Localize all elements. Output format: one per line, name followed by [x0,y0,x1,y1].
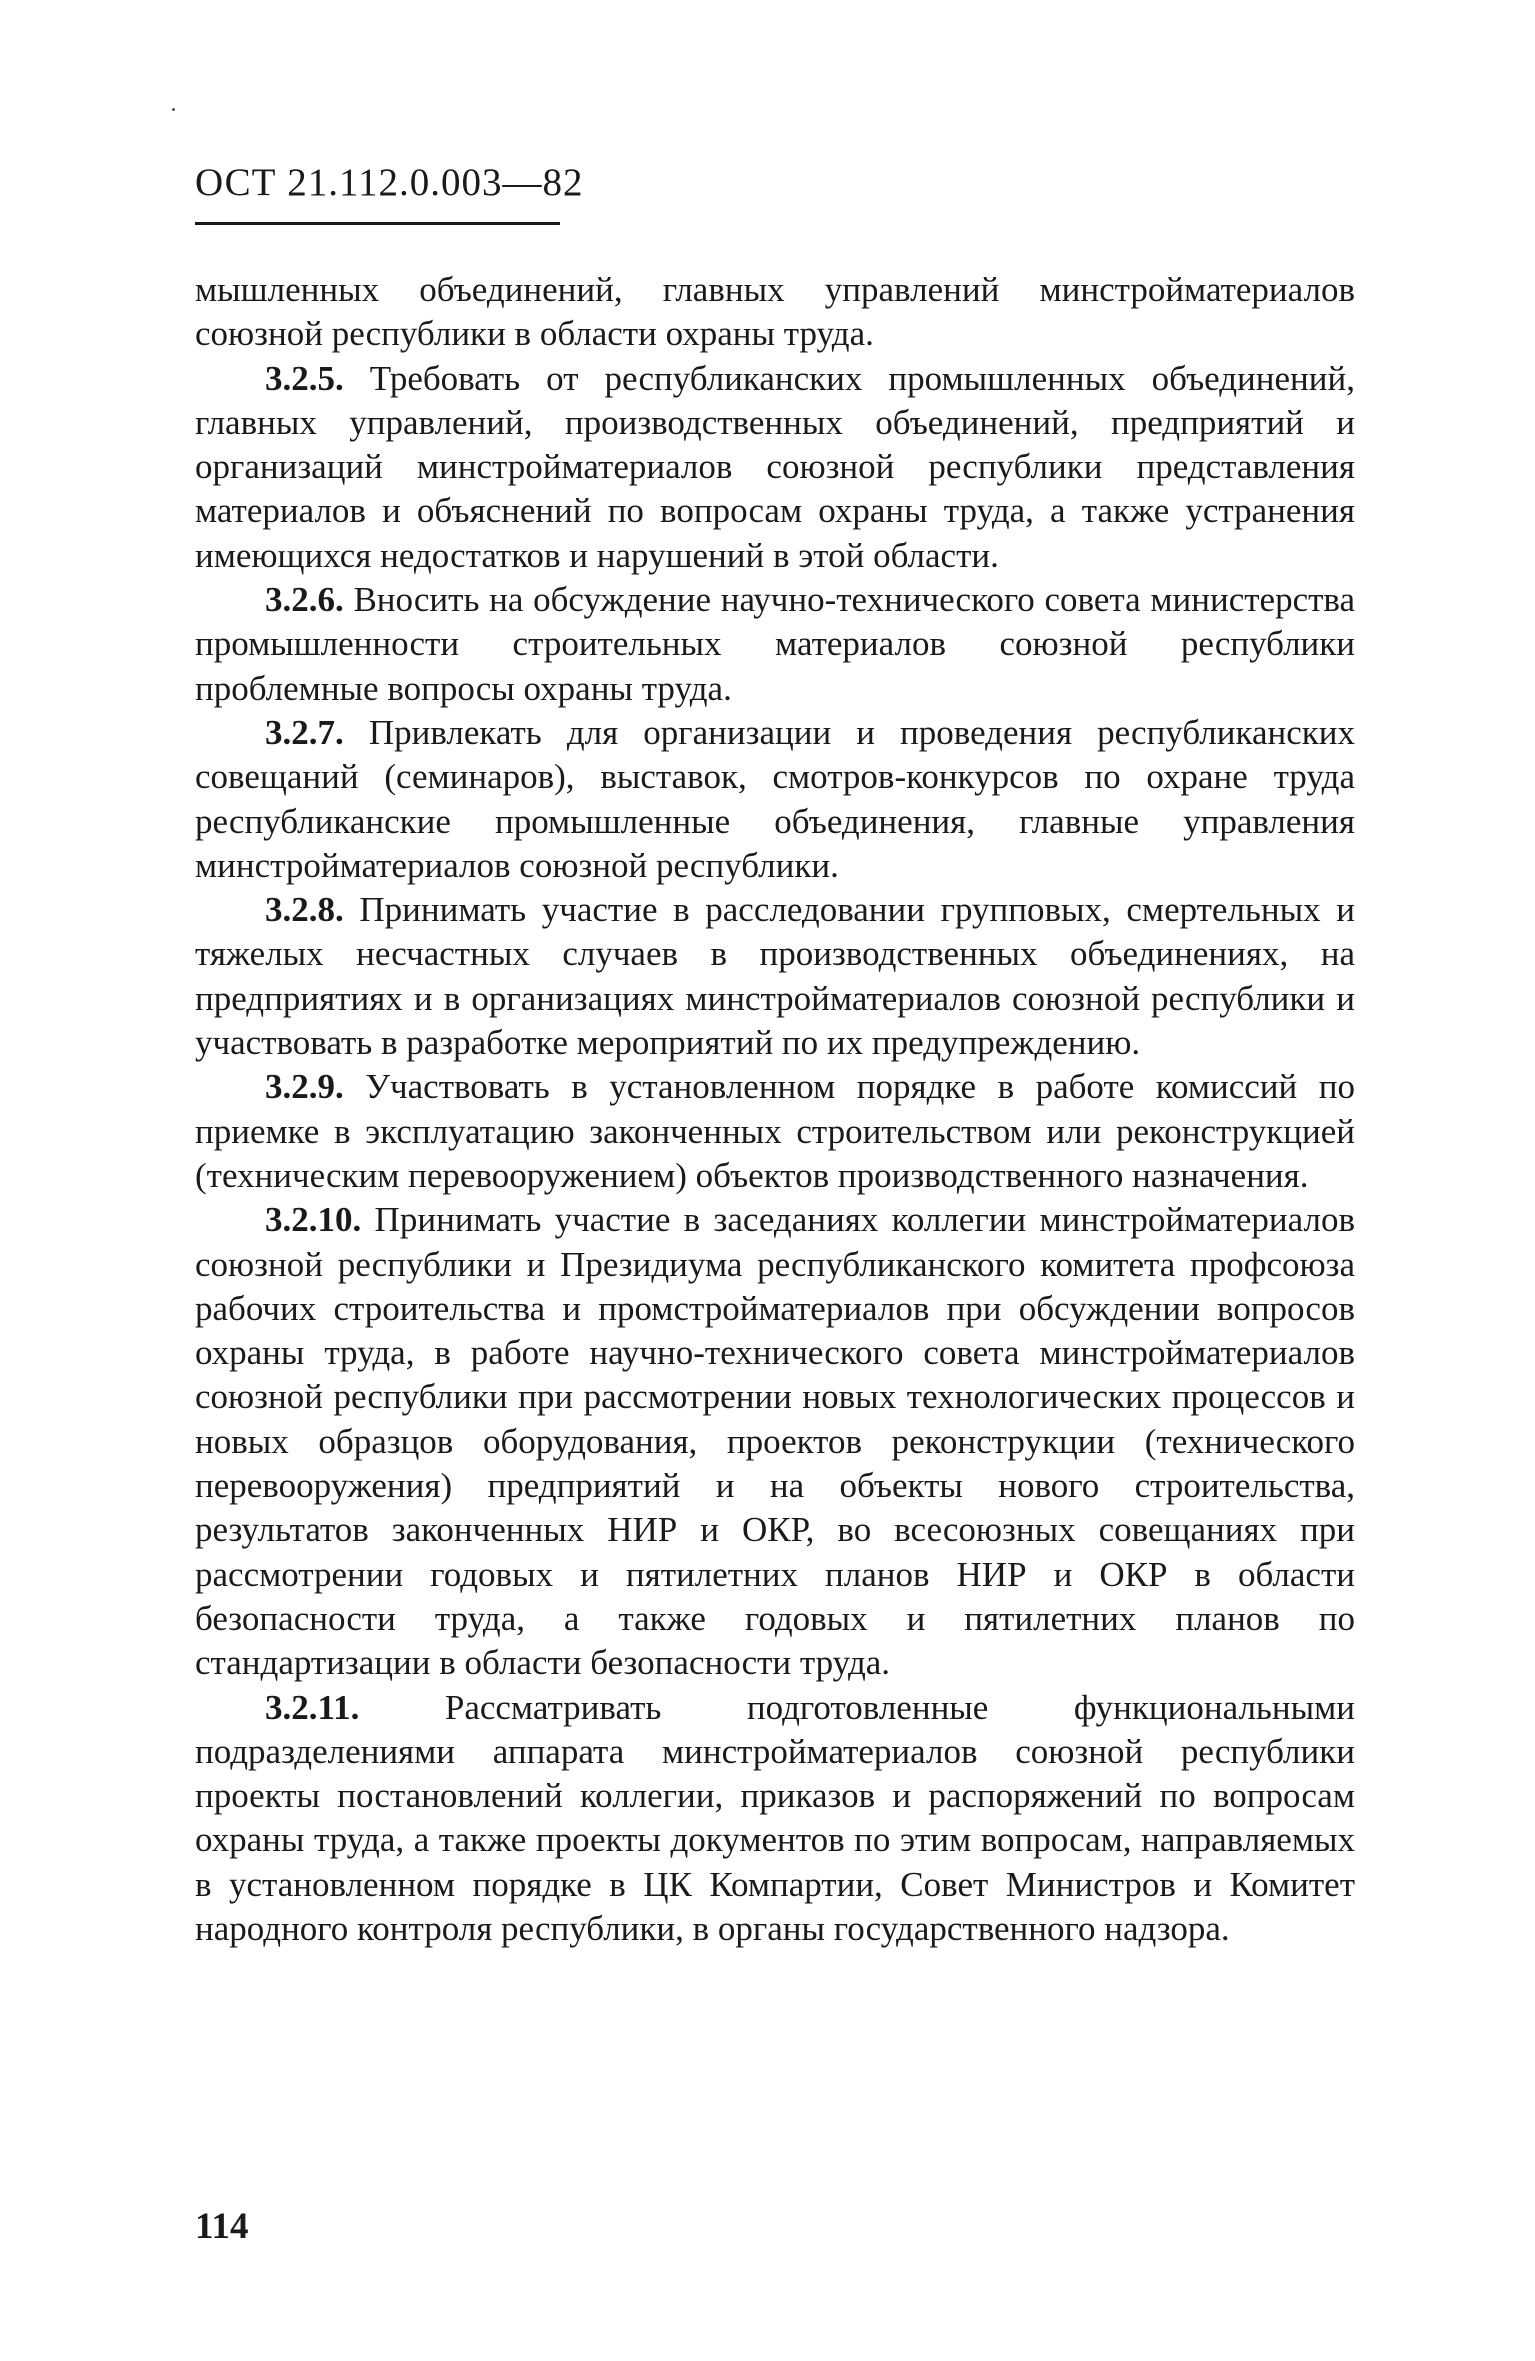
page-number: 114 [195,2206,249,2247]
paragraph-3-2-8 [195,888,1355,1065]
clause-number: 3.2.8. [265,890,344,930]
clause-number: 3.2.9. [265,1067,344,1107]
scan-speck [172,108,175,111]
paragraph-3-2-7 [195,711,1355,888]
paragraph-text: мышленных объединений, главных управлений минстройматериалов союзной республики в области охраны труда. [195,270,1355,354]
clause-number: 3.2.10. [265,1200,362,1240]
clause-number: 3.2.11. [265,1687,360,1727]
body-text [195,268,1355,1951]
document-code-header: ОСТ 21.112.0.003—82 [195,161,584,204]
clause-number: 3.2.5. [265,358,344,398]
paragraph-text: Принимать участие в заседаниях коллегии минстройматериалов союзной республики и Президиума республиканского комитета профсоюза рабочих строительства и промстройматериалов при обсуждении вопросов охраны труда, в работе научно-технического совета минстройматериалов союзной республики при рассмотрении новых технологических процессов и новых образцов оборудования, проектов реконструкции (технического перевооружения) предприятий и на объекты нового строительства, результатов законченных НИР и ОКР, во всесоюзных совещаниях при рассмотрении годовых и пятилетних планов НИР и ОКР в области безопасности труда, а также годовых и пятилетних планов по стандартизации в области безопасности труда. [195,1200,1355,1683]
paragraph-continuation [195,268,1355,357]
paragraph-text: Привлекать для организации и проведения республиканских совещаний (семинаров), выставок, смотров-конкурсов по охране труда республиканские промышленные объединения, главные управления минстройматериалов союзной республики. [195,712,1355,885]
paragraph-text: Вносить на обсуждение научно-технического совета министерства промышленности строительных материалов союзной республики проблемные вопросы охраны труда. [195,580,1355,708]
paragraph-3-2-6 [195,578,1355,711]
header-rule [195,222,560,225]
paragraph-text: Требовать от республиканских промышленных объединений, главных управлений, производственных объединений, предприятий и организаций минстройматериалов союзной республики представления материалов и объяснений по вопросам охраны труда, а также устранения имеющихся недостатков и нарушений в этой области. [195,358,1355,575]
paragraph-3-2-10 [195,1198,1355,1685]
paragraph-text: Принимать участие в расследовании групповых, смертельных и тяжелых несчастных случаев в производственных объединениях, на предприятиях и в организациях минстройматериалов союзной республики и участвовать в разработке мероприятий по их предупреждению. [195,890,1355,1063]
clause-number: 3.2.6. [265,580,344,620]
paragraph-3-2-5 [195,357,1355,578]
paragraph-text: Участвовать в установленном порядке в работе комиссий по приемке в эксплуатацию законченных строительством или реконструкцией (техническим перевооружением) объектов производственного назначения. [195,1067,1355,1195]
paragraph-text: Рассматривать подготовленные функциональными подразделениями аппарата минстройматериалов союзной республики проекты постановлений коллегии, приказов и распоряжений по вопросам охраны труда, а также проекты документов по этим вопросам, направляемых в установленном порядке в ЦК Компартии, Совет Министров и Комитет народного контроля республики, в органы государственного надзора. [195,1687,1355,1948]
clause-number: 3.2.7. [265,712,344,752]
paragraph-3-2-11 [195,1686,1355,1952]
paragraph-3-2-9 [195,1065,1355,1198]
